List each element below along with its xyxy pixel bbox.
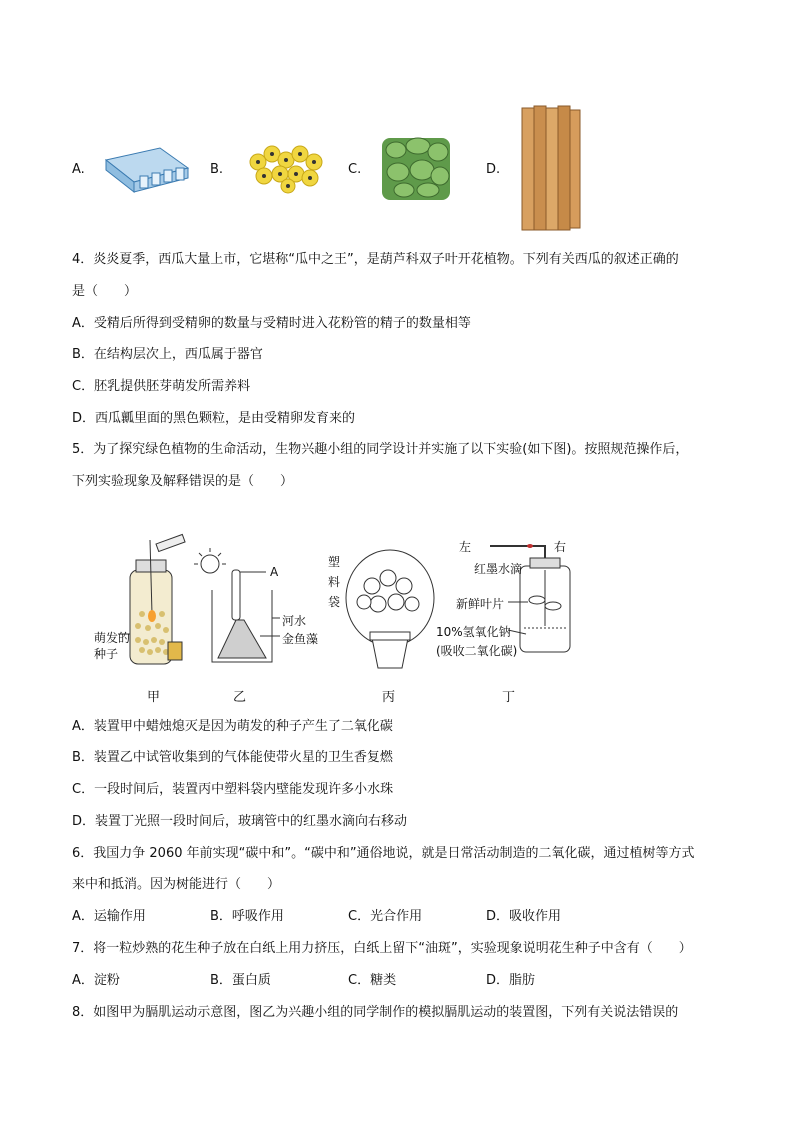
epithelial-tissue-image (100, 140, 192, 196)
option-a-label: A. (72, 162, 85, 177)
q5-stem-line2: 下列实验现象及解释错误的是（ ） (72, 474, 294, 489)
bing-bag-label-3: 袋 (328, 595, 341, 609)
q7-stem: 7．将一粒炒熟的花生种子放在白纸上用力挤压，白纸上留下“油斑”，实验现象说明花生种子中含有（ ） (72, 941, 692, 956)
ding-naoh-label: 10%氢氧化钠 (436, 625, 511, 639)
q4-stem-line1: 4．炎炎夏季，西瓜大量上市，它堪称“瓜中之王”，是葫芦科双子叶开花植物。下列有关西瓜的叙述正确的 (72, 252, 679, 267)
q5-option-d: D．装置丁光照一段时间后，玻璃管中的红墨水滴向右移动 (72, 814, 408, 829)
ding-left-label: 左 (459, 540, 472, 554)
jia-seed-label-line2: 种子 (94, 647, 119, 661)
connective-tissue-image (244, 140, 328, 196)
caption-jia: 甲 (147, 690, 161, 705)
ding-right-label: 右 (554, 540, 567, 554)
plant-tissue-image (378, 132, 454, 204)
yi-apparatus (194, 548, 280, 662)
q6-option-d: D．吸收作用 (486, 909, 562, 924)
option-c-label: C. (348, 162, 362, 177)
q4-option-d: D．西瓜瓤里面的黑色颗粒，是由受精卵发育来的 (72, 411, 356, 426)
q7-option-a: A．淀粉 (72, 973, 120, 988)
q7-option-b: B．蛋白质 (210, 973, 271, 988)
q4-option-a: A．受精后所得到受精卵的数量与受精时进入花粉管的精子的数量相等 (72, 316, 471, 331)
ding-absorb-label: (吸收二氧化碳) (436, 644, 518, 658)
q8-stem: 8．如图甲为膈肌运动示意图，图乙为兴趣小组的同学制作的模拟膈肌运动的装置图，下列有关说法错误的 (72, 1005, 679, 1020)
q6-stem-line2: 来中和抵消。因为树能进行（ ） (72, 877, 281, 892)
q4-stem-line2: 是（ ） (72, 284, 138, 299)
jia-seed-label-line1: 萌发的 (94, 631, 131, 645)
q5-stem-line1: 5．为了探究绿色植物的生命活动，生物兴趣小组的同学设计并实施了以下实验(如下图)。按照规范操作后， (72, 442, 689, 457)
caption-yi: 乙 (233, 690, 247, 705)
option-d-label: D. (486, 162, 501, 177)
q6-option-c: C．光合作用 (348, 909, 423, 924)
q7-option-c: C．糖类 (348, 973, 397, 988)
q4-option-c: C．胚乳提供胚芽萌发所需养料 (72, 379, 251, 394)
vessel-tissue-image (516, 104, 586, 234)
ding-leaf-label: 新鲜叶片 (456, 597, 505, 611)
bing-bag-label-2: 料 (328, 575, 341, 589)
q5-option-b: B．装置乙中试管收集到的气体能使带火星的卫生香复燃 (72, 750, 393, 765)
q6-option-a: A．运输作用 (72, 909, 146, 924)
q6-stem-line1: 6．我国力争 2060 年前实现“碳中和”。“碳中和”通俗地说，就是日常活动制造的二氧化碳，通过植树等方式 (72, 846, 695, 861)
q7-option-d: D．脂肪 (486, 973, 536, 988)
yi-water-label: 河水 (282, 614, 307, 628)
option-b-label: B. (210, 162, 224, 177)
bing-apparatus (346, 550, 434, 668)
q5-option-a: A．装置甲中蜡烛熄灭是因为萌发的种子产生了二氧化碳 (72, 719, 393, 734)
q4-option-b: B．在结构层次上，西瓜属于器官 (72, 347, 263, 362)
caption-ding: 丁 (502, 690, 516, 705)
yi-plant-label: 金鱼藻 (282, 632, 319, 646)
caption-bing: 丙 (382, 690, 396, 705)
q5-option-c: C．一段时间后，装置丙中塑料袋内壁能发现许多小水珠 (72, 782, 394, 797)
ding-drop-label: 红墨水滴 (474, 562, 523, 576)
bing-bag-label-1: 塑 (328, 555, 341, 569)
q6-option-b: B．呼吸作用 (210, 909, 284, 924)
yi-label-a: A (270, 565, 279, 579)
